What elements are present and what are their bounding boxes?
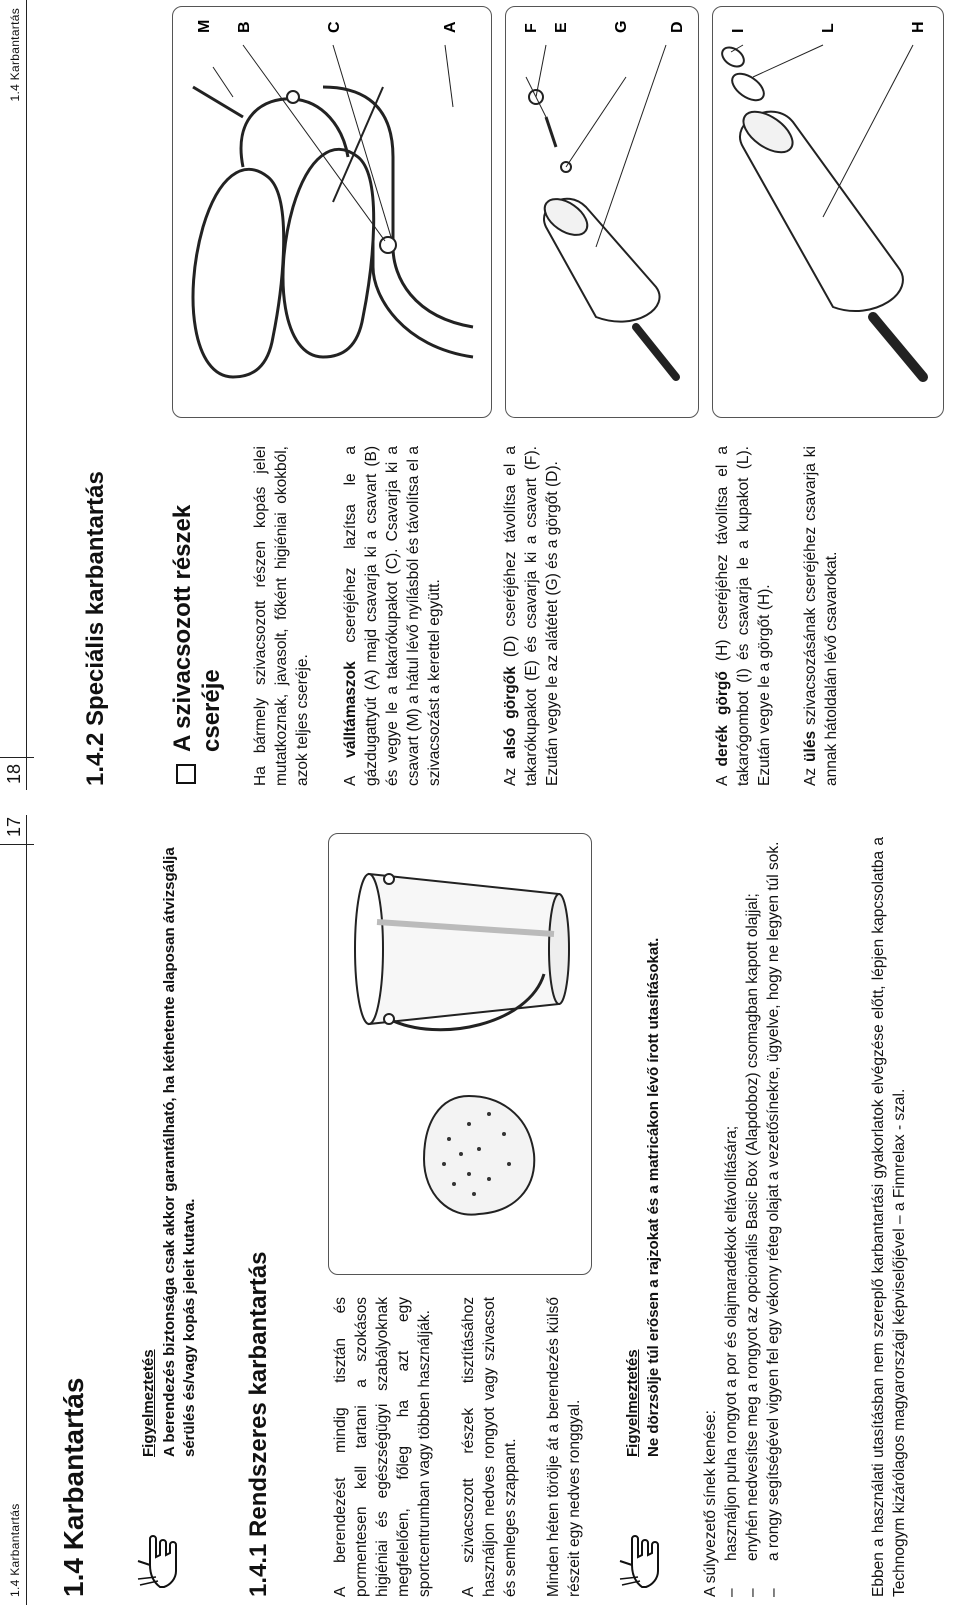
paragraph: Ha bármely szivacsozott részen kopás jelei mutatkoznak, javasolt, főként higiéniai okokból, azok teljes cseréje. [252, 446, 311, 786]
pointing-hand-icon [612, 1529, 664, 1591]
list-item: – a rongy segítségével vigyen fel egy vékony réteg olajat a vezetősínekre, ügyelve, hogy ne legyen túl sok. [765, 841, 782, 1597]
paragraph: Az alsó görgők (D) cseréjéhez távolítsa el a takarókupakot (E) és csavarja ki a csavart (F). Ezután vegye le az alátétet (G) és a görgőt (D). [502, 446, 561, 786]
callout-label: F [523, 23, 540, 33]
list-item: – használjon puha rongyot a por és olajmaradékok eltávolítására; [723, 1125, 740, 1597]
pointing-hand-icon [130, 1529, 182, 1591]
page-number: 17 [4, 816, 24, 837]
header-rule [26, 0, 27, 790]
cleaning-illustration [328, 833, 592, 1275]
lower-rollers-figure [505, 6, 699, 418]
paragraph: A válltámaszok cseréjéhez lazítsa le a gázdugattyút (A) majd csavarja ki a csavart (B) és vegye le a takarókupakot (C). Csavarja ki a csavart (M) a hátul lévő nyílásból és távolítsa el a szivacsozást a kerettel együtt. [342, 446, 443, 786]
waist-roller-figure [712, 6, 944, 418]
running-header: 1.4 Karbantartás [8, 1503, 22, 1597]
waist-roller-drawing [713, 7, 943, 417]
callout-label: B [236, 21, 253, 33]
chapter-title: 1.4 Karbantartás [58, 1377, 89, 1597]
section-title: 1.4.1 Rendszeres karbantartás [245, 1251, 272, 1597]
header-rule [26, 815, 27, 1605]
page-number: 18 [4, 763, 24, 784]
warning-label: Figyelmeztetés [624, 1349, 641, 1457]
subsection-title: A szivacsozott részek cseréje [169, 504, 225, 752]
callout-label: A [442, 21, 459, 33]
header-divider [0, 844, 34, 845]
warning-text: Ne dörzsölje túl erősen a rajzokat és a matricákon lévő írott utasításokat. [645, 937, 662, 1457]
paragraph: A derék görgő (H) cseréjéhez távolítsa el a takarógombot (I) és csavarja le a kupakot (L). Ezután vegye le a görgőt (H). [714, 445, 773, 786]
lower-rollers-drawing [506, 7, 698, 417]
list-item: – enyhén nedvesítse meg a rongyot az opcionális Basic Box (Alapdoboz) csomagban kapott olajjal; [744, 893, 761, 1597]
shoulder-pads-figure [172, 6, 492, 418]
checkbox-square-icon [176, 764, 196, 784]
header-divider [0, 757, 34, 758]
running-header: 1.4 Karbantartás [8, 8, 22, 102]
paragraph: Az ülés szivacsozásának cseréjéhez csavarja ki annak hátoldalán lévő csavarokat. [802, 446, 840, 786]
callout-label: M [196, 19, 213, 33]
callout-label: D [669, 21, 686, 33]
warning-label: Figyelmeztetés [140, 1349, 157, 1457]
rails-list [721, 837, 784, 1597]
page-17 [0, 815, 960, 1605]
section-title: 1.4.2 Speciális karbantartás [82, 471, 109, 786]
callout-label: E [553, 22, 570, 33]
callout-label: H [910, 21, 927, 33]
paragraph: A berendezést mindig tisztán és pormentesen kell tartani a szokásos higiéniai és egészségügyi szabályoknak megfelelően, főleg ha azt egy sportcentrumban vagy többen használják. [332, 1297, 433, 1597]
warning-text: A berendezés biztonsága csak akkor garantálható, ha kéthetente alaposan átvizsgálja sérülés és/vagy kopás jeleit kutatva. [161, 847, 198, 1457]
page-18 [0, 0, 960, 790]
paragraph: A szivacsozott részek tisztításához használjon nedves rongyot vagy szivacsot és semleges szappant. [460, 1297, 519, 1597]
callout-label: I [730, 28, 747, 33]
callout-label: C [326, 21, 343, 33]
rails-intro: A súlyvezető sínek kenése: [702, 1410, 719, 1597]
bucket-sponge-drawing [329, 834, 591, 1274]
shoulder-pads-drawing [173, 7, 491, 417]
paragraph: Ebben a használati utasításban nem szereplő karbantartási gyakorlatok elvégzése előtt, lépjen kapcsolatba a Technogym kizárólagos magyarországi képviselőjével – a Finnrelax - szal. [870, 837, 908, 1597]
paragraph: Minden héten törölje át a berendezés külső részeit egy nedves ronggyal. [545, 1297, 583, 1597]
callout-label: L [820, 23, 837, 33]
callout-label: G [613, 20, 630, 33]
